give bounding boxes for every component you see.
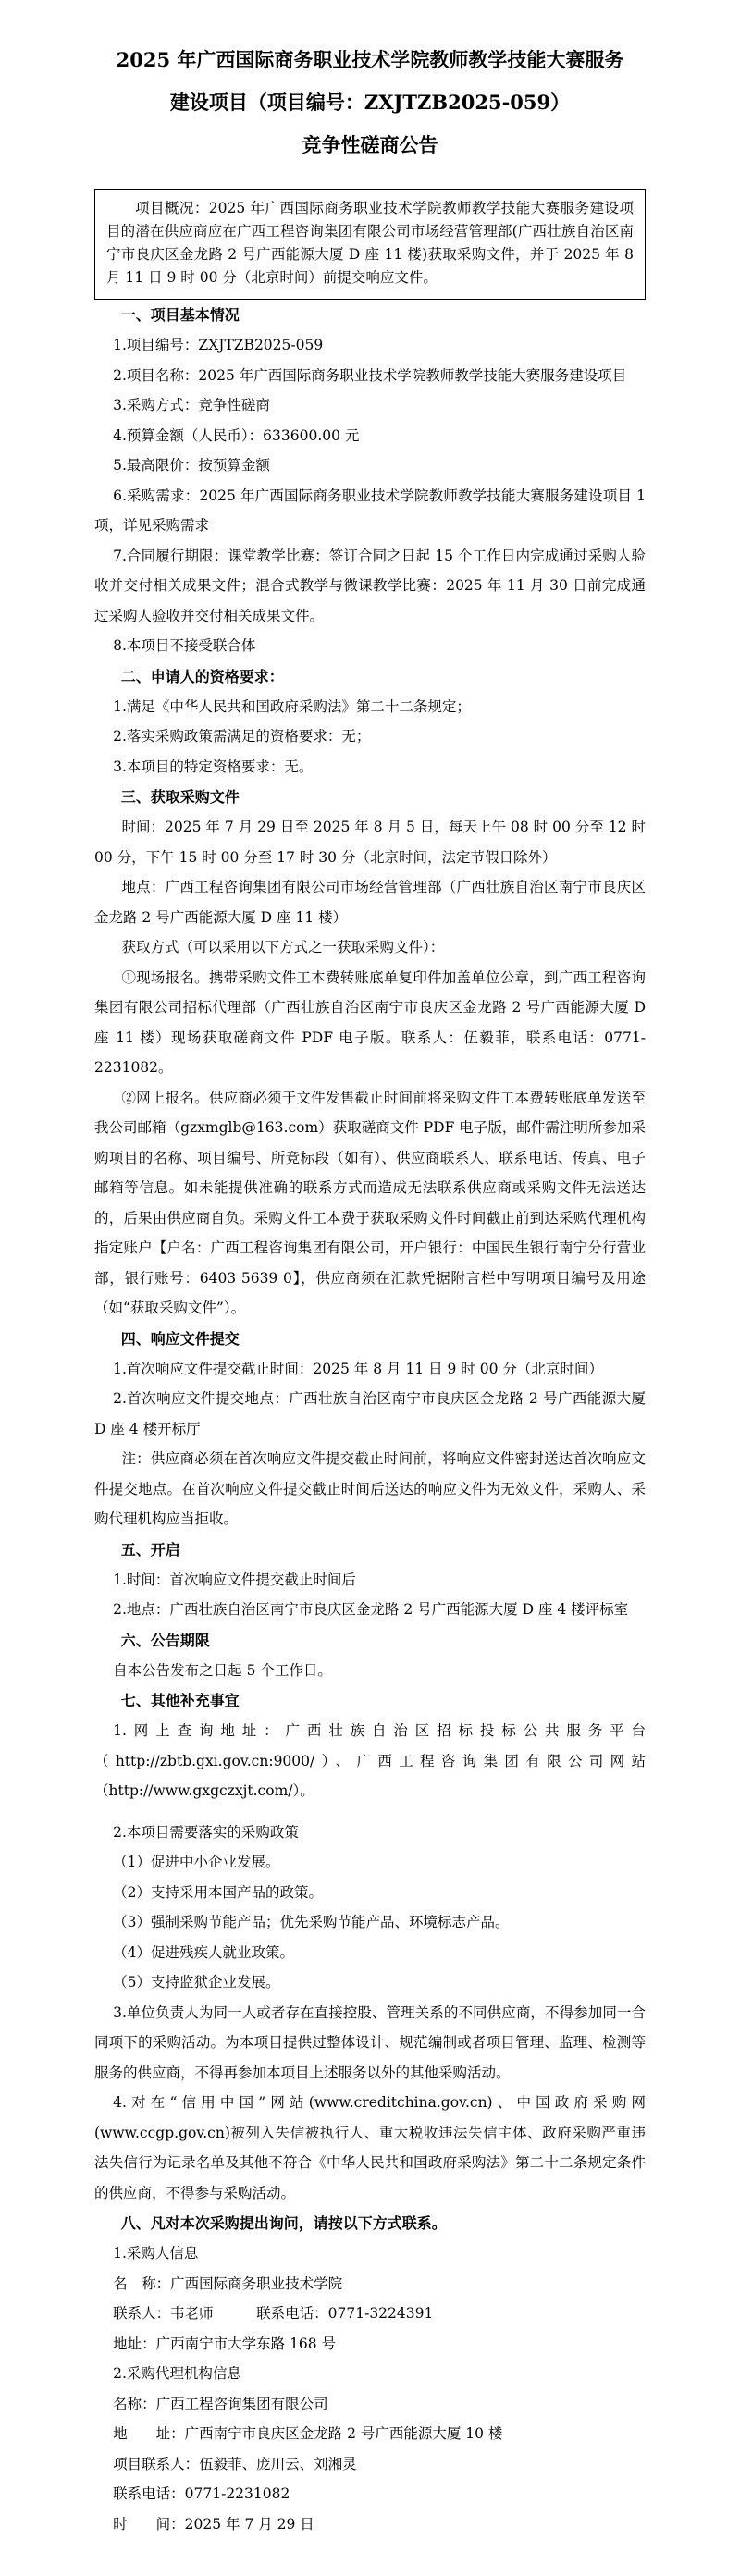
section-basic-info <box>94 300 646 661</box>
project-name: 2.项目名称：2025 年广西国际商务职业技术学院教师教学技能大赛服务建设项目 <box>113 366 627 384</box>
announcement-type-title: 竞争性磋商公告 <box>302 133 438 156</box>
credit-china-rule: 4.对在“信用中国”网站(www.creditchina.gov.cn)、中国政府采购网(www.ccgp.gov.cn)被列入失信被执行人、重大税收违法失信主体、政府采购严重违法失信行为记录名单及其他不符合《中华人民共和国政府采购法》第二十二条规定条件的供应商，不得参与采购活动。 <box>94 2094 646 2201</box>
policy-energy-saving: （3）强制采购节能产品；优先采购节能产品、环境标志产品。 <box>113 1914 510 1930</box>
section-qualification-heading: 二、申请人的资格要求： <box>120 667 284 685</box>
section-other-matters <box>94 1685 646 2208</box>
qualification-law: 1.满足《中华人民共和国政府采购法》第二十二条规定； <box>113 697 471 715</box>
section-contact <box>94 2208 646 2539</box>
procurement-method: 3.采购方式：竞争性磋商 <box>113 397 270 413</box>
section-response-submission <box>94 1324 646 1535</box>
project-overview-text: 项目概况：2025 年广西国际商务职业技术学院教师教学技能大赛服务建设项目的潜在供应商应在广西工程咨询集团有限公司市场经营管理部(广西壮族自治区南宁市良庆区金龙路 2 号广西能源大厦 D 座 11 楼)获取采购文件，并于 2025 年 8 月 11 日 9 时 00 分（北京时间）前提交响应文件。 <box>106 200 634 286</box>
release-date: 时 间：2025 年 7 月 29 日 <box>113 2515 314 2533</box>
project-number: 1.项目编号：ZXJTZB2025-059 <box>113 337 324 353</box>
project-overview-box <box>94 189 646 300</box>
conflict-of-interest-rule: 3.单位负责人为同一人或者存在直接控股、管理关系的不同供应商，不得参加同一合同项下的采购活动。为本项目提供过整体设计、规范编制或者项目管理、监理、检测等服务的供应商，不得再参加本项目上述服务以外的其他采购活动。 <box>94 2003 646 2081</box>
online-query-address: 1.网上查询地址：广西壮族自治区招标投标公共服务平台（http://zbtb.gxi.gov.cn:9000/）、广西工程咨询集团有限公司网站（http://www.gxgczxjt.com/）。 <box>94 1722 646 1799</box>
procurement-demand: 6.采购需求：2025 年广西国际商务职业技术学院教师教学技能大赛服务建设项目 1 项，详见采购需求 <box>94 487 646 534</box>
qualification-policy: 2.落实采购政策需满足的资格要求：无； <box>113 728 371 745</box>
submission-deadline: 1.首次响应文件提交截止时间：2025 年 8 月 11 日 9 时 00 分（北京时间） <box>113 1360 603 1377</box>
opening-time: 1.时间：首次响应文件提交截止时间后 <box>113 1571 356 1588</box>
section-qualification <box>94 661 646 783</box>
purchaser-address: 地址：广西南宁市大学东路 168 号 <box>113 2335 337 2352</box>
section-contact-heading: 八、凡对本次采购提出询问，请按以下方式联系。 <box>120 2214 447 2232</box>
policy-intro: 2.本项目需要落实的采购政策 <box>113 1823 299 1841</box>
section-announcement-period-heading: 六、公告期限 <box>120 1631 210 1649</box>
purchaser-info-title: 1.采购人信息 <box>113 2245 199 2262</box>
section-other-matters-heading: 七、其他补充事宜 <box>120 1692 240 1709</box>
section-basic-info-heading: 一、项目基本情况 <box>120 306 240 324</box>
policy-disabled-employment: （4）促进残疾人就业政策。 <box>113 1943 295 1961</box>
contract-term: 7.合同履行期限：课堂教学比赛：签订合同之日起 15 个工作日内完成通过采购人验收并交付相关成果文件；混合式教学与微课教学比赛：2025 年 11 月 30 日前完成通过采购人验收并交付相关成果文件。 <box>94 547 646 624</box>
section-opening <box>94 1535 646 1625</box>
document-title-line1: 2025 年广西国际商务职业技术学院教师教学技能大赛服务 <box>116 48 624 71</box>
agency-name: 名称：广西工程咨询集团有限公司 <box>113 2395 328 2412</box>
obtain-method-online: ②网上报名。供应商必须于文件发售截止时间前将采购文件工本费转账底单发送至我公司邮箱（gzxmglb@163.com）获取磋商文件 PDF 电子版，邮件需注明所参加采购项目的名称、项目编号、所竞标段（如有）、供应商联系人、联系电话、传真、电子邮箱等信息。如未能提供准确的联系方式而造成无法联系供应商或采购文件无法送达的，后果由供应商自负。采购文件工本费于获取采购文件时间截止前到达采购代理机构指定账户【户名：广西工程咨询集团有限公司，开户银行：中国民生银行南宁分行营业部，银行账号：6403 5639 0】，供应商须在汇款凭据附言栏中写明项目编号及用途（如“获取采购文件”）。 <box>94 1089 646 1316</box>
obtain-method-intro: 获取方式（可以采用以下方式之一获取采购文件）： <box>121 939 445 955</box>
obtain-method-onsite: ①现场报名。携带采购文件工本费转账底单复印件加盖单位公章，到广西工程咨询集团有限公司招标代理部（广西壮族自治区南宁市良庆区金龙路 2 号广西能源大厦 D 座 11 楼）现场获取磋商文件 PDF 电子版。联系人：伍毅菲，联系电话：0771-2231082。 <box>94 968 646 1076</box>
agency-phone: 联系电话：0771-2231082 <box>113 2485 290 2502</box>
price-limit: 5.最高限价：按预算金额 <box>113 457 270 474</box>
document-title-line2: 建设项目（项目编号：ZXJTZB2025-059） <box>169 91 571 114</box>
obtain-location: 地点：广西工程咨询集团有限公司市场经营管理部（广西壮族自治区南宁市良庆区金龙路 2 号广西能源大厦 D 座 11 楼） <box>94 879 646 926</box>
section-announcement-period <box>94 1625 646 1686</box>
agency-address: 地 址：广西南宁市良庆区金龙路 2 号广西能源大厦 10 楼 <box>113 2425 503 2442</box>
purchaser-name: 名 称：广西国际商务职业技术学院 <box>113 2274 343 2292</box>
opening-location: 2.地点：广西壮族自治区南宁市良庆区金龙路 2 号广西能源大厦 D 座 4 楼评标室 <box>113 1601 629 1618</box>
budget-amount: 4.预算金额（人民币）：633600.00 元 <box>113 426 360 444</box>
announcement-period: 自本公告发布之日起 5 个工作日。 <box>113 1661 332 1679</box>
agency-info-title: 2.采购代理机构信息 <box>113 2365 241 2382</box>
purchaser-contact-phone: 联系人：韦老师 联系电话：0771-3224391 <box>113 2305 434 2322</box>
section-obtain-documents <box>94 782 646 1324</box>
agency-project-contacts: 项目联系人：伍毅菲、庞川云、刘湘灵 <box>113 2455 357 2472</box>
section-response-submission-heading: 四、响应文件提交 <box>120 1329 240 1348</box>
policy-msme: （1）促进中小企业发展。 <box>113 1854 280 1870</box>
policy-domestic-products: （2）支持采用本国产品的政策。 <box>113 1883 324 1901</box>
section-obtain-documents-heading: 三、获取采购文件 <box>120 788 240 806</box>
policy-prison-enterprise: （5）支持监狱企业发展。 <box>113 1974 280 1991</box>
section-opening-heading: 五、开启 <box>120 1540 180 1559</box>
consortium-note: 8.本项目不接受联合体 <box>113 637 256 654</box>
qualification-specific: 3.本项目的特定资格要求：无。 <box>113 758 314 775</box>
submission-note: 注：供应商必须在首次响应文件提交截止时间前，将响应文件密封送达首次响应文件提交地点。在首次响应文件提交截止时间后送达的响应文件为无效文件，采购人、采购代理机构应当拒收。 <box>94 1450 646 1527</box>
submission-location: 2.首次响应文件提交地点：广西壮族自治区南宁市良庆区金龙路 2 号广西能源大厦 D 座 4 楼开标厅 <box>94 1390 646 1437</box>
obtain-time: 时间：2025 年 7 月 29 日至 2025 年 8 月 5 日，每天上午 08 时 00 分至 12 时 00 分，下午 15 时 00 分至 17 时 30 分（北京时间，法定节假日除外） <box>94 819 646 866</box>
